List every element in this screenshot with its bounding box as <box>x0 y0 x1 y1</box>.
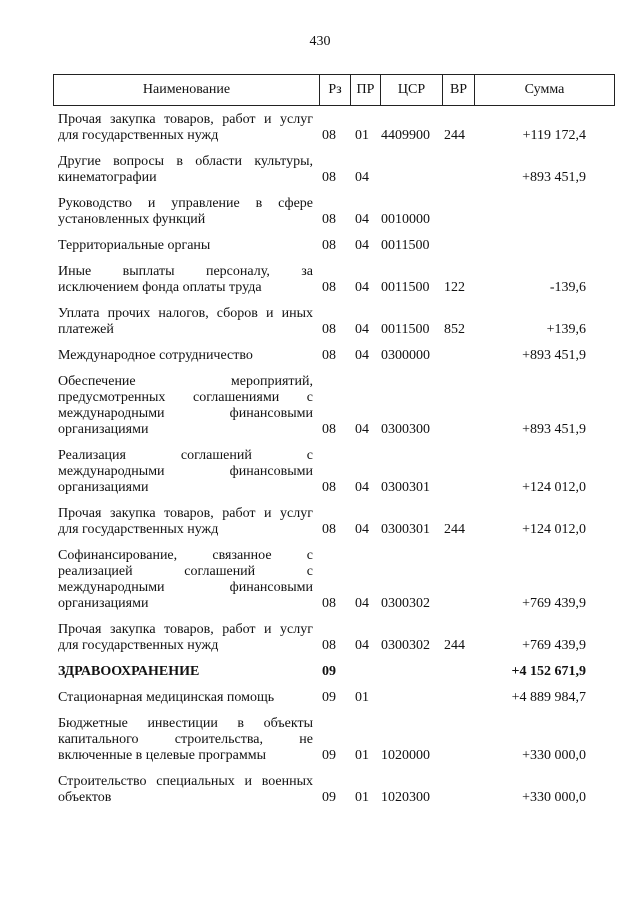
row-sum: +330 000,0 <box>522 790 586 805</box>
row-pr: 01 <box>355 748 369 763</box>
row-name-line: Бюджетные инвестиции в объекты <box>58 716 313 731</box>
row-pr: 01 <box>355 690 369 705</box>
row-csr <box>381 664 441 680</box>
row-pr: 01 <box>355 790 369 805</box>
row-csr: 0300301 <box>381 522 430 537</box>
row-vr <box>444 790 474 806</box>
row-name <box>58 238 313 254</box>
row-name-line: Прочая закупка товаров, работ и услуг <box>58 622 313 637</box>
row-name-line: Территориальные органы <box>58 238 211 253</box>
table-row <box>0 506 640 538</box>
column-header-sum: Сумма <box>474 75 614 105</box>
row-name <box>58 690 313 706</box>
row-rz: 08 <box>322 638 336 653</box>
row-name-line: включенные в целевые программы <box>58 748 267 763</box>
row-vr <box>444 238 474 254</box>
row-sum <box>480 212 586 228</box>
row-name-line: для государственных нужд <box>58 638 219 653</box>
table-header <box>53 74 615 106</box>
row-rz: 08 <box>322 596 336 611</box>
row-name-line: международными финансовыми <box>58 406 313 421</box>
row-csr: 0011500 <box>381 280 430 295</box>
row-name-line: организациями <box>58 422 149 437</box>
row-name-line: организациями <box>58 480 149 495</box>
row-sum: +124 012,0 <box>522 522 586 537</box>
table-row <box>0 374 640 438</box>
row-name-line: кинематографии <box>58 170 157 185</box>
row-rz: 08 <box>322 422 336 437</box>
row-vr <box>444 596 474 612</box>
row-name <box>58 348 313 364</box>
row-name-line: организациями <box>58 596 149 611</box>
row-name <box>58 154 313 186</box>
row-sum: +124 012,0 <box>522 480 586 495</box>
row-name-line: Международное сотрудничество <box>58 348 253 363</box>
row-csr: 0300300 <box>381 422 430 437</box>
row-name <box>58 448 313 496</box>
row-sum: +119 172,4 <box>522 128 586 143</box>
row-name <box>58 506 313 538</box>
table-row <box>0 112 640 144</box>
row-pr: 04 <box>355 238 369 253</box>
row-sum: +4 889 984,7 <box>511 690 586 705</box>
column-header-pr: ПР <box>350 75 380 105</box>
row-csr: 0300000 <box>381 348 430 363</box>
table-row <box>0 238 640 254</box>
row-name-line: капитального строительства, не <box>58 732 313 747</box>
row-pr: 04 <box>355 348 369 363</box>
table-row <box>0 196 640 228</box>
row-name <box>58 548 313 612</box>
row-sum: +893 451,9 <box>522 170 586 185</box>
row-sum: +769 439,9 <box>522 596 586 611</box>
row-name <box>58 264 313 296</box>
column-header-rz: Рз <box>319 75 350 105</box>
row-name-line: Прочая закупка товаров, работ и услуг <box>58 112 313 127</box>
row-vr: 244 <box>444 522 465 537</box>
row-pr: 04 <box>355 480 369 495</box>
row-rz: 09 <box>322 664 336 679</box>
row-name-line: ЗДРАВООХРАНЕНИЕ <box>58 664 200 679</box>
row-vr <box>444 690 474 706</box>
row-name-line: для государственных нужд <box>58 128 219 143</box>
row-rz: 08 <box>322 348 336 363</box>
row-rz: 08 <box>322 238 336 253</box>
row-name-line: для государственных нужд <box>58 522 219 537</box>
row-csr: 0011500 <box>381 238 430 253</box>
row-name-line: Софинансирование, связанное с <box>58 548 313 563</box>
row-csr: 0010000 <box>381 212 430 227</box>
row-vr <box>444 664 474 680</box>
row-sum: +893 451,9 <box>522 422 586 437</box>
row-csr: 1020300 <box>381 790 430 805</box>
row-name-line: Прочая закупка товаров, работ и услуг <box>58 506 313 521</box>
row-sum: -139,6 <box>549 280 586 295</box>
table-row <box>0 548 640 612</box>
row-name <box>58 374 313 438</box>
page-number: 430 <box>309 34 331 49</box>
row-sum: +893 451,9 <box>522 348 586 363</box>
row-pr: 04 <box>355 322 369 337</box>
row-pr: 04 <box>355 522 369 537</box>
row-name-line: Реализация соглашений с <box>58 448 313 463</box>
column-header-vr: ВР <box>442 75 474 105</box>
row-csr <box>381 690 441 706</box>
row-rz: 08 <box>322 480 336 495</box>
row-name-line: Строительство специальных и военных <box>58 774 313 789</box>
row-pr: 04 <box>355 212 369 227</box>
row-name <box>58 306 313 338</box>
column-header-name: Наименование <box>142 82 231 97</box>
row-name-line: международными финансовыми <box>58 464 313 479</box>
row-name-line: платежей <box>58 322 114 337</box>
column-header-csr: ЦСР <box>380 75 442 105</box>
row-pr: 04 <box>355 280 369 295</box>
row-name-line: международными финансовыми <box>58 580 313 595</box>
row-rz: 08 <box>322 170 336 185</box>
row-name-line: реализацией соглашений с <box>58 564 313 579</box>
row-sum <box>480 238 586 254</box>
row-rz: 08 <box>322 322 336 337</box>
row-pr <box>355 664 375 680</box>
row-pr: 01 <box>355 128 369 143</box>
row-vr: 244 <box>444 638 465 653</box>
row-name-line: Иные выплаты персоналу, за <box>58 264 313 279</box>
row-name <box>58 716 313 764</box>
row-csr: 1020000 <box>381 748 430 763</box>
row-name <box>58 112 313 144</box>
row-name <box>58 664 313 680</box>
row-vr <box>444 212 474 228</box>
row-vr <box>444 422 474 438</box>
row-pr: 04 <box>355 170 369 185</box>
row-sum: +330 000,0 <box>522 748 586 763</box>
row-vr: 244 <box>444 128 465 143</box>
table-row <box>0 348 640 364</box>
row-rz: 09 <box>322 690 336 705</box>
row-name <box>58 622 313 654</box>
row-rz: 09 <box>322 748 336 763</box>
row-vr <box>444 170 474 186</box>
row-pr: 04 <box>355 596 369 611</box>
row-name-line: Обеспечение мероприятий, <box>58 374 313 389</box>
table-row <box>0 448 640 496</box>
row-csr: 0300301 <box>381 480 430 495</box>
row-rz: 09 <box>322 790 336 805</box>
row-vr <box>444 348 474 364</box>
row-csr: 0300302 <box>381 596 430 611</box>
row-name-line: предусмотренных соглашениями с <box>58 390 313 405</box>
table-row <box>0 774 640 806</box>
row-name-line: Стационарная медицинская помощь <box>58 690 275 705</box>
row-name <box>58 196 313 228</box>
row-sum: +769 439,9 <box>522 638 586 653</box>
row-vr: 122 <box>444 280 465 295</box>
row-vr: 852 <box>444 322 465 337</box>
table-row <box>0 716 640 764</box>
table-row <box>0 306 640 338</box>
row-name-line: Уплата прочих налогов, сборов и иных <box>58 306 313 321</box>
table-row <box>0 622 640 654</box>
table-body <box>0 112 640 816</box>
row-name <box>58 774 313 806</box>
row-csr: 0011500 <box>381 322 430 337</box>
row-name-line: Другие вопросы в области культуры, <box>58 154 313 169</box>
row-csr <box>381 170 441 186</box>
row-name-line: объектов <box>58 790 112 805</box>
row-pr: 04 <box>355 638 369 653</box>
table-row <box>0 264 640 296</box>
row-rz: 08 <box>322 128 336 143</box>
row-vr <box>444 748 474 764</box>
table-row <box>0 664 640 680</box>
row-rz: 08 <box>322 280 336 295</box>
row-name-line: установленных функций <box>58 212 206 227</box>
row-csr: 0300302 <box>381 638 430 653</box>
row-sum: +139,6 <box>546 322 586 337</box>
row-name-line: Руководство и управление в сфере <box>58 196 313 211</box>
table-row <box>0 154 640 186</box>
row-pr: 04 <box>355 422 369 437</box>
row-rz: 08 <box>322 212 336 227</box>
row-sum: +4 152 671,9 <box>511 664 586 679</box>
table-row <box>0 690 640 706</box>
row-vr <box>444 480 474 496</box>
row-rz: 08 <box>322 522 336 537</box>
row-name-line: исключением фонда оплаты труда <box>58 280 262 295</box>
row-csr: 4409900 <box>381 128 430 143</box>
